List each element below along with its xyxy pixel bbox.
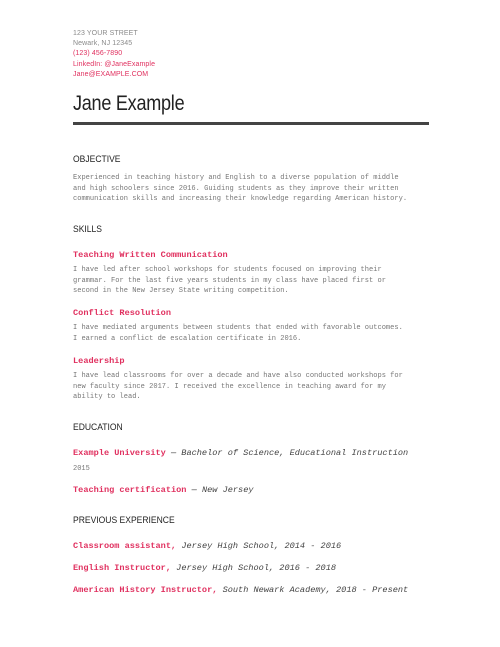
experience-details: Jersey High School, 2016 - 2018 bbox=[171, 563, 337, 573]
skill-line: I have lead classrooms for over a decade and have also conducted workshops for bbox=[73, 372, 403, 380]
experience-heading: PREVIOUS EXPERIENCE bbox=[73, 515, 175, 526]
experience-details: Jersey High School, 2014 - 2016 bbox=[176, 541, 342, 551]
contact-linkedin[interactable]: LinkedIn: @JaneExample bbox=[73, 60, 156, 68]
page-title: Jane Example bbox=[73, 92, 185, 115]
skill-line: grammar. For the last five years students in my class have placed first or bbox=[73, 276, 386, 285]
experience-entry bbox=[73, 585, 408, 596]
skill-line: I have mediated arguments between students that ended with favorable outcomes. bbox=[73, 324, 403, 332]
experience-details: South Newark Academy, 2018 - Present bbox=[217, 585, 409, 595]
contact-block bbox=[73, 29, 155, 80]
skill-title: Conflict Resolution bbox=[73, 308, 171, 318]
contact-phone: (123) 456-7890 bbox=[73, 50, 123, 58]
objective-line: communication skills and increasing their knowledge regarding American history. bbox=[73, 195, 408, 204]
experience-entry bbox=[73, 563, 336, 574]
skill-description bbox=[73, 323, 433, 344]
contact-city: Newark, NJ 12345 bbox=[73, 40, 133, 48]
skill-line: I earned a conflict de escalation certificate in 2016. bbox=[73, 334, 302, 343]
education-school: Example University bbox=[73, 448, 166, 458]
education-heading: EDUCATION bbox=[73, 422, 123, 433]
education-entry bbox=[73, 485, 254, 496]
contact-street: 123 YOUR STREET bbox=[73, 30, 138, 37]
title-divider bbox=[73, 122, 429, 125]
education-degree: — Bachelor of Science, Educational Instruction bbox=[165, 448, 409, 458]
objective-line: and high schoolers since 2016. Guiding students as they improve their written bbox=[73, 184, 399, 193]
experience-entry bbox=[73, 541, 341, 552]
objective-text bbox=[73, 173, 433, 205]
skills-heading: SKILLS bbox=[73, 224, 102, 235]
skill-line: I have led after school workshops for students focused on improving their bbox=[73, 266, 382, 274]
skill-line: new faculty since 2017. I received the excellence in teaching award for my bbox=[73, 382, 386, 391]
skill-line: second in the New Jersey State writing competition. bbox=[73, 287, 289, 296]
skill-description bbox=[73, 265, 433, 297]
experience-role: American History Instructor, bbox=[73, 585, 218, 595]
education-degree: — New Jersey bbox=[186, 485, 254, 495]
skill-title: Leadership bbox=[73, 356, 125, 366]
education-entry bbox=[73, 448, 408, 459]
skill-description bbox=[73, 371, 433, 403]
experience-role: English Instructor, bbox=[73, 563, 171, 573]
education-year: 2015 bbox=[73, 465, 90, 473]
education-school: Teaching certification bbox=[73, 485, 187, 495]
skill-title: Teaching Written Communication bbox=[73, 250, 228, 260]
objective-line: Experienced in teaching history and English to a diverse population of middle bbox=[73, 174, 399, 182]
skill-line: ability to lead. bbox=[73, 393, 141, 402]
objective-heading: OBJECTIVE bbox=[73, 154, 121, 165]
experience-role: Classroom assistant, bbox=[73, 541, 177, 551]
contact-email[interactable]: Jane@EXAMPLE.COM bbox=[73, 70, 149, 78]
